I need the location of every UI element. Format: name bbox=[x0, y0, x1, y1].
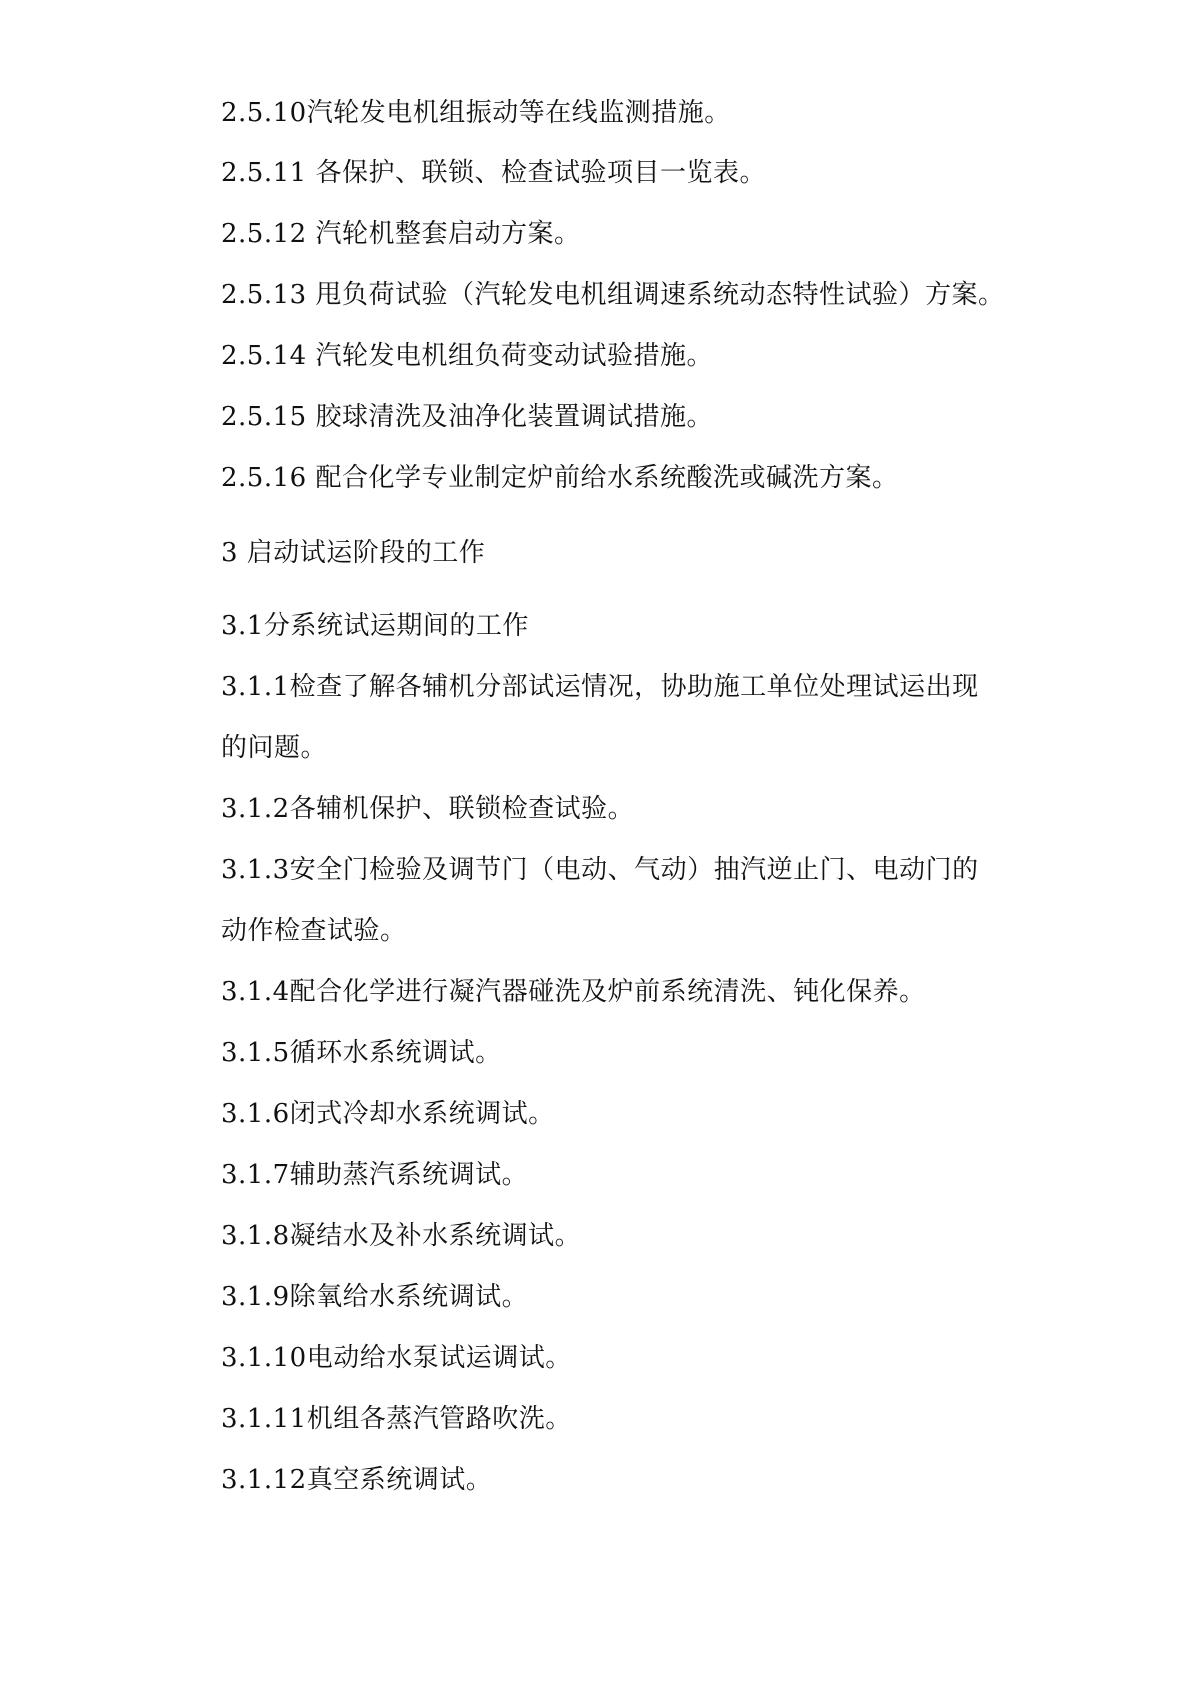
text-line-2-5-10: 2.5.10汽轮发电机组振动等在线监测措施。 bbox=[221, 98, 731, 128]
text-line-3-1-1-cont: 的问题。 bbox=[221, 733, 328, 763]
text-line-3-1-3-cont: 动作检查试验。 bbox=[221, 916, 407, 946]
text-line-3-1-5: 3.1.5循环水系统调试。 bbox=[221, 1038, 502, 1068]
text-line-3-1-1: 3.1.1检查了解各辅机分部试运情况，协助施工单位处理试运出现 bbox=[221, 672, 979, 702]
subsection-heading-3-1: 3.1分系统试运期间的工作 bbox=[221, 611, 529, 641]
text-line-2-5-11: 2.5.11 各保护、联锁、检查试验项目一览表。 bbox=[221, 158, 766, 188]
text-line-3-1-7: 3.1.7辅助蒸汽系统调试。 bbox=[221, 1160, 529, 1190]
text-line-3-1-9: 3.1.9除氧给水系统调试。 bbox=[221, 1282, 529, 1312]
text-line-3-1-3: 3.1.3安全门检验及调节门（电动、气动）抽汽逆止门、电动门的 bbox=[221, 855, 979, 885]
text-line-3-1-6: 3.1.6闭式冷却水系统调试。 bbox=[221, 1099, 555, 1129]
text-line-2-5-13: 2.5.13 甩负荷试验（汽轮发电机组调速系统动态特性试验）方案。 bbox=[221, 280, 1005, 310]
text-line-3-1-4: 3.1.4配合化学进行凝汽器碰洗及炉前系统清洗、钝化保养。 bbox=[221, 977, 926, 1007]
text-line-2-5-15: 2.5.15 胶球清洗及油净化装置调试措施。 bbox=[221, 402, 713, 432]
text-line-3-1-12: 3.1.12真空系统调试。 bbox=[221, 1465, 493, 1495]
text-line-3-1-2: 3.1.2各辅机保护、联锁检查试验。 bbox=[221, 794, 635, 824]
text-line-2-5-14: 2.5.14 汽轮发电机组负荷变动试验措施。 bbox=[221, 341, 713, 371]
text-line-3-1-11: 3.1.11机组各蒸汽管路吹洗。 bbox=[221, 1404, 572, 1434]
section-heading-3: 3 启动试运阶段的工作 bbox=[221, 538, 486, 568]
text-line-3-1-8: 3.1.8凝结水及补水系统调试。 bbox=[221, 1221, 582, 1251]
text-line-2-5-16: 2.5.16 配合化学专业制定炉前给水系统酸洗或碱洗方案。 bbox=[221, 463, 899, 493]
text-line-3-1-10: 3.1.10电动给水泵试运调试。 bbox=[221, 1343, 572, 1373]
text-line-2-5-12: 2.5.12 汽轮机整套启动方案。 bbox=[221, 219, 581, 249]
